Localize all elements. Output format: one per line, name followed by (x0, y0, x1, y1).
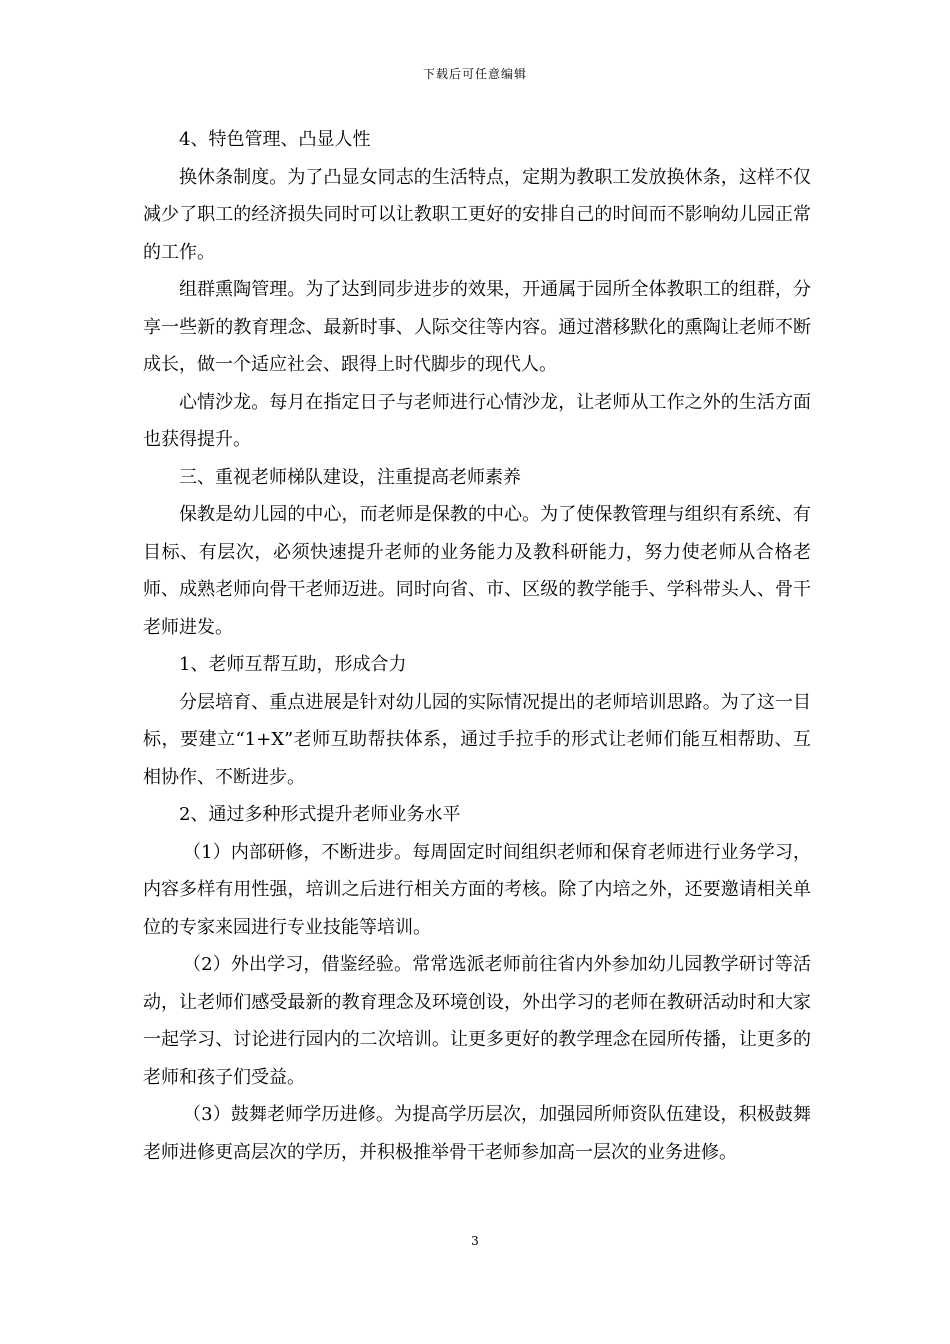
paragraph: 换休条制度。为了凸显女同志的生活特点，定期为教职工发放换休条，这样不仅减少了职工的经济损失同时可以让教职工更好的安排自己的时间而不影响幼儿园正常的工作。 (143, 166, 811, 263)
paragraph: （1）内部研修，不断进步。每周固定时间组织老师和保育老师进行业务学习，内容多样有用性强，培训之后进行相关方面的考核。除了内培之外，还要邀请相关单位的专家来园进行专业技能等培训。 (143, 841, 811, 938)
section-heading: 2、通过多种形式提升老师业务水平 (179, 804, 461, 825)
section-heading: 1、老师互帮互助，形成合力 (179, 654, 407, 675)
paragraph: 分层培育、重点进展是针对幼儿园的实际情况提出的老师培训思路。为了这一目标，要建立“1+X”老师互助帮扶体系，通过手拉手的形式让老师们能互相帮助、互相协作、不断进步。 (143, 691, 811, 788)
paragraph: （3）鼓舞老师学历进修。为提高学历层次，加强园所师资队伍建设，积极鼓舞老师进修更高层次的学历，并积极推举骨干老师参加高一层次的业务进修。 (143, 1104, 811, 1163)
page-number: 3 (471, 1234, 479, 1248)
section-heading: 4、特色管理、凸显人性 (179, 129, 371, 150)
document-body (143, 121, 811, 1171)
page-header: 下载后可任意编辑 (422, 67, 527, 81)
paragraph: 保教是幼儿园的中心，而老师是保教的中心。为了使保教管理与组织有系统、有目标、有层次，必须快速提升老师的业务能力及教科研能力，努力使老师从合格老师、成熟老师向骨干老师迈进。同时向省、市、区级的教学能手、学科带头人、骨干老师进发。 (143, 504, 811, 638)
paragraph: 心情沙龙。每月在指定日子与老师进行心情沙龙，让老师从工作之外的生活方面也获得提升。 (143, 391, 811, 450)
paragraph: 组群熏陶管理。为了达到同步进步的效果，开通属于园所全体教职工的组群，分享一些新的教育理念、最新时事、人际交往等内容。通过潜移默化的熏陶让老师不断成长，做一个适应社会、跟得上时代脚步的现代人。 (143, 279, 811, 375)
section-heading: 三、重视老师梯队建设，注重提高老师素养 (179, 466, 521, 488)
paragraph: （2）外出学习，借鉴经验。常常选派老师前往省内外参加幼儿园教学研讨等活动，让老师们感受最新的教育理念及环境创设，外出学习的老师在教研活动时和大家一起学习、讨论进行园内的二次培训。让更多更好的教学理念在园所传播，让更多的老师和孩子们受益。 (143, 954, 811, 1088)
